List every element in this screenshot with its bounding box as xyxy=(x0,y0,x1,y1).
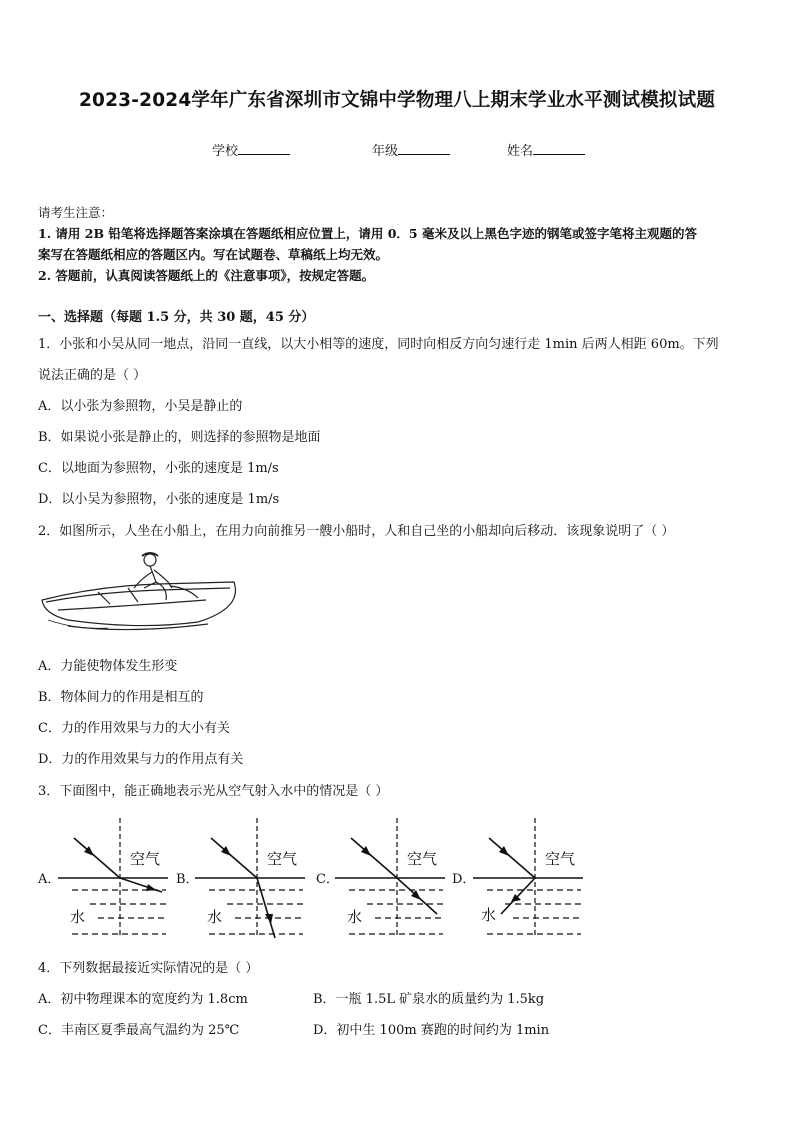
q3-option-c-label[interactable]: C． xyxy=(316,872,339,887)
name-blank[interactable] xyxy=(533,142,585,155)
q3-option-a-label[interactable]: A． xyxy=(38,872,61,887)
name-label: 姓名 xyxy=(507,144,534,159)
q3-diagram-d[interactable] xyxy=(473,818,583,942)
q3-stem: 3．下面图中，能正确地表示光从空气射入水中的情况是（ ） xyxy=(38,784,389,799)
q3-diagram-c[interactable] xyxy=(335,818,445,942)
q3-diagram-a[interactable] xyxy=(58,818,168,942)
q3-option-b-label[interactable]: B． xyxy=(176,872,199,887)
notice-heading: 请考生注意： xyxy=(38,205,114,220)
q1-option-c[interactable]: C．以地面为参照物，小张的速度是 1m/s xyxy=(38,461,279,476)
q4-option-d[interactable]: D．初中生 100m 赛跑的时间约为 1min xyxy=(313,1023,550,1038)
school-label: 学校 xyxy=(212,144,239,159)
q3-b-water-label: 水 xyxy=(207,908,223,926)
q3-d-air-label: 空气 xyxy=(545,850,576,868)
grade-blank[interactable] xyxy=(398,142,450,155)
q1-option-a[interactable]: A．以小张为参照物，小吴是静止的 xyxy=(38,399,243,414)
q2-option-d[interactable]: D．力的作用效果与力的作用点有关 xyxy=(38,752,244,767)
section-1-heading: 一、选择题（每题 1.5 分，共 30 题，45 分） xyxy=(38,310,315,325)
q2-option-a[interactable]: A．力能使物体发生形变 xyxy=(38,659,178,674)
boat-illustration xyxy=(38,548,248,638)
notice-item-1-line-1: 1. 请用 2B 铅笔将选择题答案涂填在答题纸相应位置上，请用 0．5 毫米及以上黑色字迹的钢笔或签字笔将主观题的答 xyxy=(38,226,697,241)
q3-c-air-label: 空气 xyxy=(407,850,438,868)
q3-a-water-label: 水 xyxy=(70,908,86,926)
notice-item-2: 2. 答题前，认真阅读答题纸上的《注意事项》，按规定答题。 xyxy=(38,268,375,283)
q1-stem-line-2: 说法正确的是（ ） xyxy=(38,368,147,383)
grade-label: 年级 xyxy=(372,144,399,159)
q3-c-water-label: 水 xyxy=(347,908,363,926)
q2-stem: 2．如图所示，人坐在小船上，在用力向前推另一艘小船时，人和自己坐的小船却向后移动．该现象说明了（ ） xyxy=(38,524,675,539)
q1-option-b[interactable]: B．如果说小张是静止的，则选择的参照物是地面 xyxy=(38,430,321,445)
q4-option-c[interactable]: C．丰南区夏季最高气温约为 25℃ xyxy=(38,1023,240,1038)
q3-b-air-label: 空气 xyxy=(267,850,298,868)
school-field[interactable] xyxy=(212,140,290,159)
school-blank[interactable] xyxy=(238,142,290,155)
q3-a-air-label: 空气 xyxy=(130,850,161,868)
notice-item-1-line-2: 案写在答题纸相应的答题区内。写在试题卷、草稿纸上均无效。 xyxy=(38,247,389,262)
q3-d-water-label: 水 xyxy=(481,906,497,924)
q4-option-a[interactable]: A．初中物理课本的宽度约为 1.8cm xyxy=(38,992,248,1007)
q2-option-b[interactable]: B．物体间力的作用是相互的 xyxy=(38,690,204,705)
q4-stem: 4．下列数据最接近实际情况的是（ ） xyxy=(38,961,259,976)
grade-field[interactable] xyxy=(372,140,450,159)
q1-option-d[interactable]: D．以小吴为参照物，小张的速度是 1m/s xyxy=(38,492,280,507)
page-title: 2023-2024学年广东省深圳市文锦中学物理八上期末学业水平测试模拟试题 xyxy=(78,90,716,111)
q2-option-c[interactable]: C．力的作用效果与力的大小有关 xyxy=(38,721,230,736)
q3-option-d-label[interactable]: D． xyxy=(452,872,476,887)
q1-stem-line-1: 1．小张和小吴从同一地点，沿同一直线，以大小相等的速度，同时向相反方向匀速行走 1min 后两人相距 60m。下列 xyxy=(38,337,719,352)
q3-diagram-b[interactable] xyxy=(195,818,305,942)
q4-option-b[interactable]: B．一瓶 1.5L 矿泉水的质量约为 1.5kg xyxy=(313,992,545,1007)
name-field[interactable] xyxy=(507,140,585,159)
